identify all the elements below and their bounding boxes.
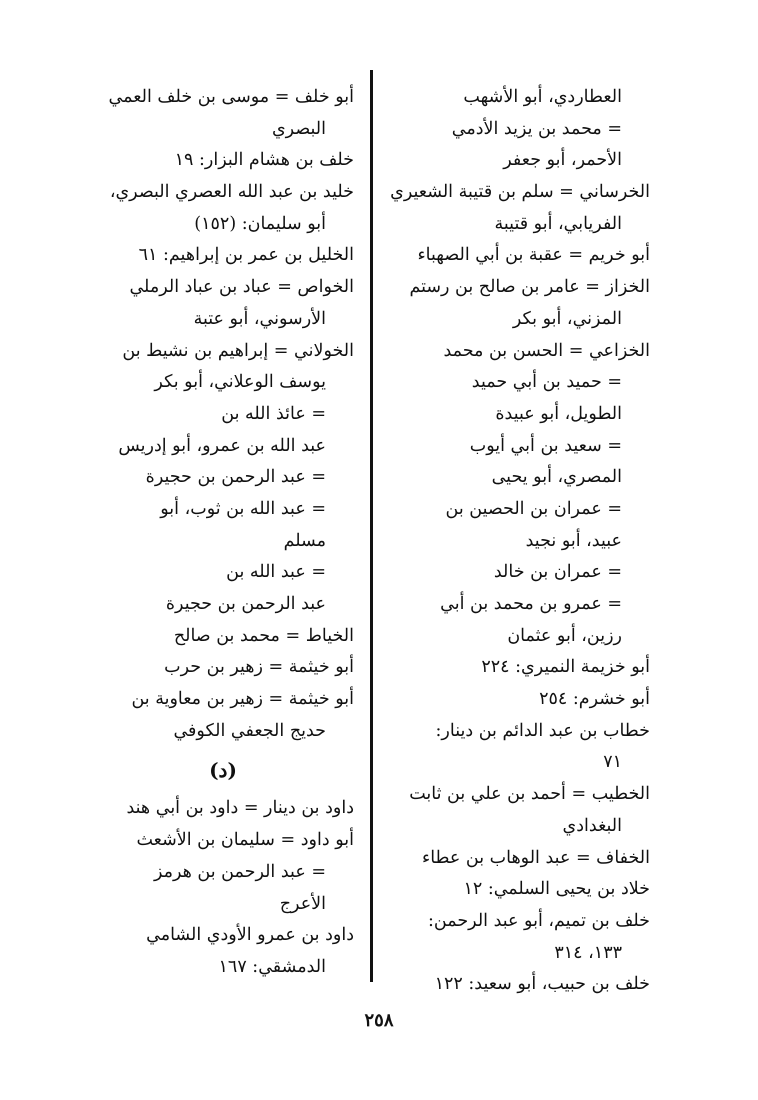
index-entry-line: داود بن دينار = داود بن أبي هند [126, 798, 354, 819]
index-entry-line: الخزاعي = الحسن بن محمد [443, 340, 650, 361]
index-entry-line: أبو خريم = عقبة بن أبي الصهباء [417, 245, 650, 266]
index-entry-line: عبد الله بن عمرو، أبو إدريس [118, 435, 326, 456]
index-entry-line: ٧١ [603, 752, 622, 773]
index-entry-line: = عبد الله بن ثوب، أبو [160, 498, 326, 519]
index-entry-line: خلف بن هشام البزار: ١٩ [174, 150, 354, 171]
index-entry-line: الطويل، أبو عبيدة [495, 403, 622, 424]
index-entry-line: خلف بن حبيب، أبو سعيد: ١٢٢ [434, 974, 650, 995]
index-entry-line: أبو خزيمة النميري: ٢٢٤ [481, 657, 650, 678]
index-entry-line: عبد الرحمن بن حجيرة [165, 594, 326, 614]
index-entry-line: العطاردي، أبو الأشهب [463, 87, 622, 107]
index-entry-line: أبو سليمان: (١٥٢) [194, 213, 326, 234]
index-entry-line: الخليل بن عمر بن إبراهيم: ٦١ [138, 245, 354, 266]
page-number: ٢٥٨ [364, 1010, 394, 1031]
index-entry-line: الخواص = عباد بن عباد الرملي [129, 277, 354, 298]
index-entry-line: يوسف الوعلاني، أبو بكر [154, 372, 326, 393]
index-entry-line: خطاب بن عبد الدائم بن دينار: [435, 720, 650, 741]
index-entry-line: = عمران بن خالد [493, 562, 622, 583]
index-entry-line: ١٣٣، ٣١٤ [554, 942, 622, 963]
index-entry-line: أبو خلف = موسى بن خلف العمي [108, 87, 354, 107]
index-entry-line: = عمران بن الحصين بن [445, 498, 622, 519]
section-heading: (د) [209, 758, 237, 783]
index-entry-line: أبو خشرم: ٢٥٤ [539, 689, 650, 710]
index-entry-line: البصري [271, 118, 326, 139]
index-entry-line: مسلم [283, 530, 326, 551]
index-entry-line: = حميد بن أبي حميد [471, 372, 622, 393]
index-entry-line: = عبد الرحمن بن حجيرة [145, 467, 326, 488]
right-column [388, 82, 650, 1001]
index-entry-line: حديج الجعفي الكوفي [173, 720, 326, 741]
index-entry-line: الخياط = محمد بن صالح [173, 625, 354, 646]
index-entry-line: المصري، أبو يحيى [491, 467, 622, 488]
index-entry-line: البغدادي [562, 815, 622, 836]
index-entry-line: = عمرو بن محمد بن أبي [440, 594, 622, 614]
column-divider [370, 70, 373, 982]
index-entry-line: الأرسوني، أبو عتبة [193, 308, 326, 329]
left-column [92, 82, 354, 984]
index-entry-line: الفريابي، أبو قتيبة [494, 213, 622, 234]
index-entry-line: الخولاني = إبراهيم بن نشيط بن [122, 340, 354, 361]
index-entry-line: الخفاف = عبد الوهاب بن عطاء [421, 847, 650, 868]
index-entry-line: داود بن عمرو الأودي الشامي [146, 925, 354, 946]
index-entry-line: الخرساني = سلم بن قتيبة الشعيري [390, 182, 650, 203]
index-entry-line: = عائذ الله بن [221, 403, 326, 424]
index-entry-line: خلف بن تميم، أبو عبد الرحمن: [428, 910, 650, 931]
index-entry-line: الأعرج [279, 893, 326, 914]
index-entry-line: عبيد، أبو نجيد [525, 530, 622, 551]
index-entry-line: خلاد بن يحيى السلمي: ١٢ [463, 879, 650, 900]
index-entry-line: الدمشقي: ١٦٧ [218, 956, 326, 977]
index-entry-line: الأحمر، أبو جعفر [503, 150, 622, 171]
index-entry-line: خليد بن عبد الله العصري البصري، [109, 182, 354, 203]
index-entry-line: أبو خيثمة = زهير بن معاوية بن [131, 689, 354, 710]
index-entry-line: = عبد الله بن [226, 562, 326, 583]
index-entry-line: أبو داود = سليمان بن الأشعث [136, 830, 354, 851]
index-entry-line: الخزاز = عامر بن صالح بن رستم [409, 277, 650, 298]
index-entry-line: = محمد بن يزيد الأدمي [451, 118, 622, 139]
index-entry-line: = عبد الرحمن بن هرمز [153, 861, 326, 882]
index-entry-line: الخطيب = أحمد بن علي بن ثابت [409, 784, 650, 805]
index-entry-line: رزين، أبو عثمان [507, 625, 622, 646]
index-entry-line: = سعيد بن أبي أيوب [469, 435, 622, 456]
index-entry-line: أبو خيثمة = زهير بن حرب [164, 657, 354, 678]
index-entry-line: المزني، أبو بكر [512, 308, 622, 329]
